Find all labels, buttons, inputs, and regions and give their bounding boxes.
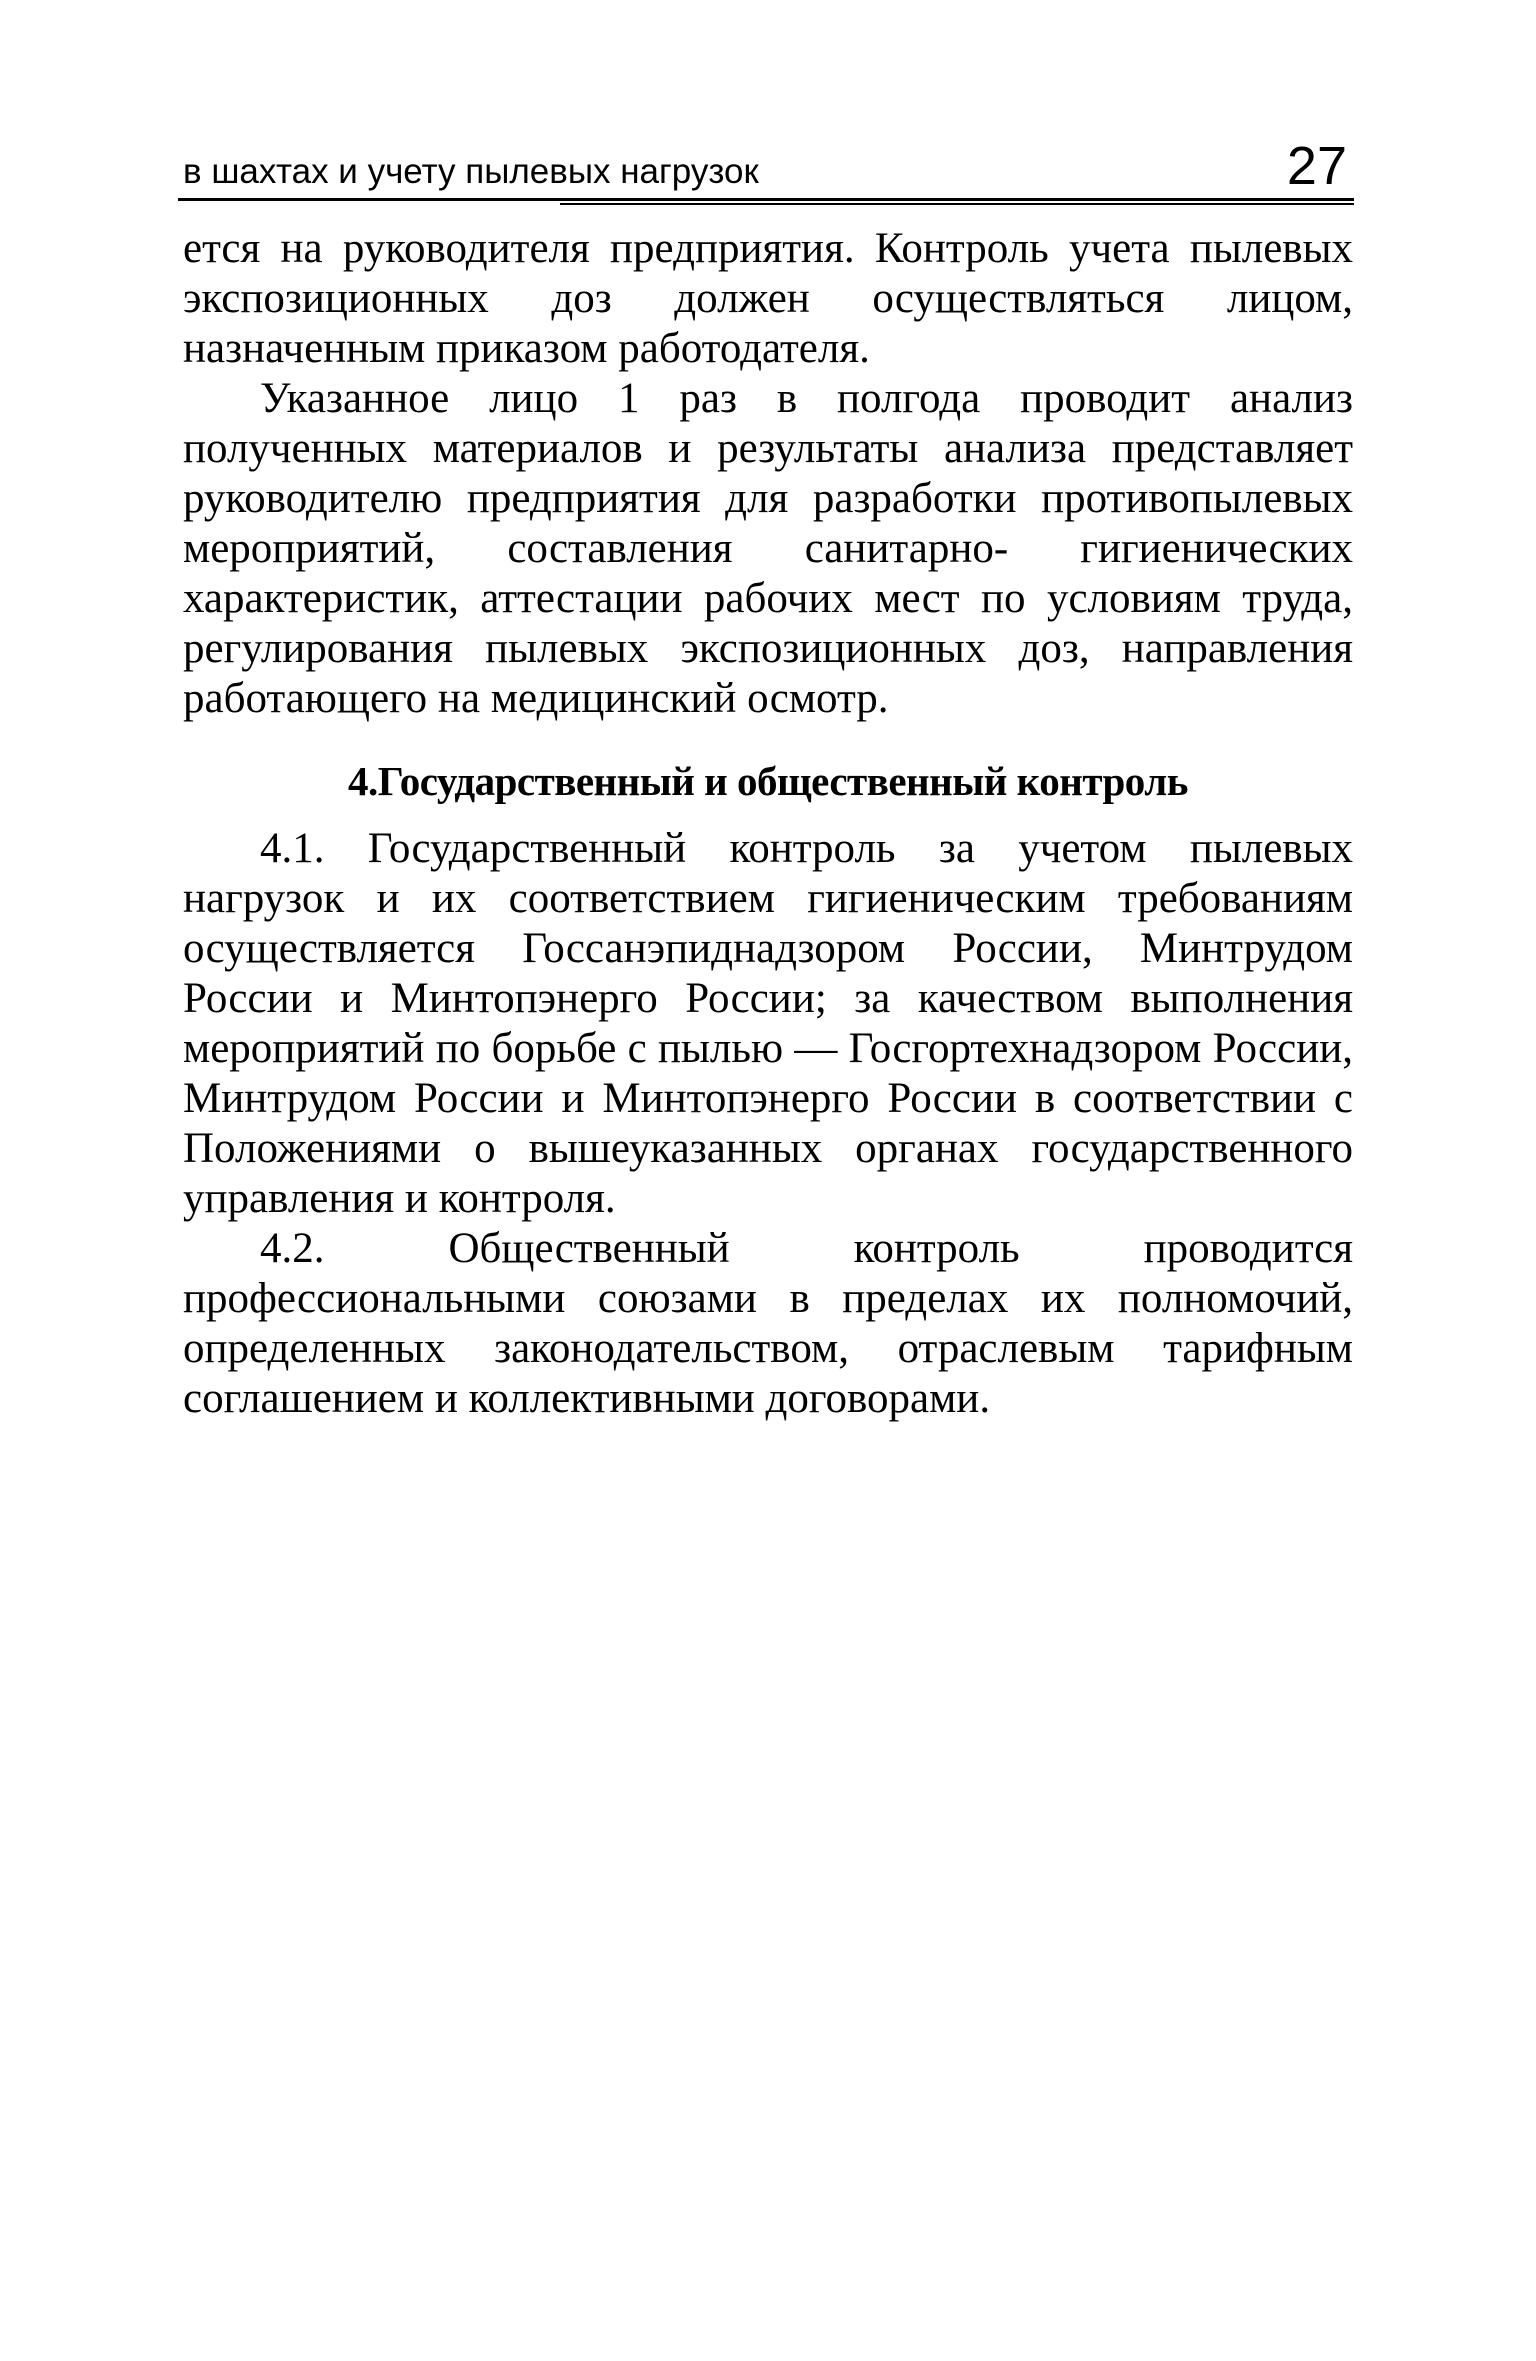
paragraph-continuation: ется на руководителя предприятия. Контроль учета пылевых экспозиционных доз должен осуществляться лицом, назначенным приказом работодателя. — [183, 225, 1353, 372]
clause-4-1: 4.1. Государственный контроль за учетом пылевых нагрузок и их соответствием гигиеническим требованиям осуществляется Госсанэпиднадзором России, Минтрудом России и Минтопэнерго России; за качеством выполнения мероприятий по борьбе с пылью — Госгортехнадзором России, Минтрудом России и Минтопэнерго России в соответствии с Положениями о вышеуказанных органах государственного управления и контроля. — [183, 825, 1353, 1222]
header-rule — [178, 198, 1354, 201]
clause-4-2: 4.2. Общественный контроль проводится профессиональными союзами в пределах их полномочий, определенных законодательством, отраслевым тарифным соглашением и коллективными договорами. — [183, 1225, 1353, 1422]
paragraph-analysis: Указанное лицо 1 раз в полгода проводит анализ полученных материалов и результаты анализа представляет руководителю предприятия для разработки противопылевых мероприятий, составления санитарно- гигиенических характеристик, аттестации рабочих мест по условиям труда, регулирования пылевых экспозиционных доз, направления работающего на медицинский осмотр. — [183, 375, 1353, 722]
running-title: в шахтах и учету пылевых нагрузок — [183, 152, 759, 191]
section-heading: 4.Государственный и общественный контроль — [348, 758, 1188, 804]
header-rule-secondary — [560, 203, 1354, 205]
body-text — [183, 224, 1353, 1424]
page-number: 27 — [1286, 136, 1347, 196]
running-header — [183, 138, 1351, 198]
